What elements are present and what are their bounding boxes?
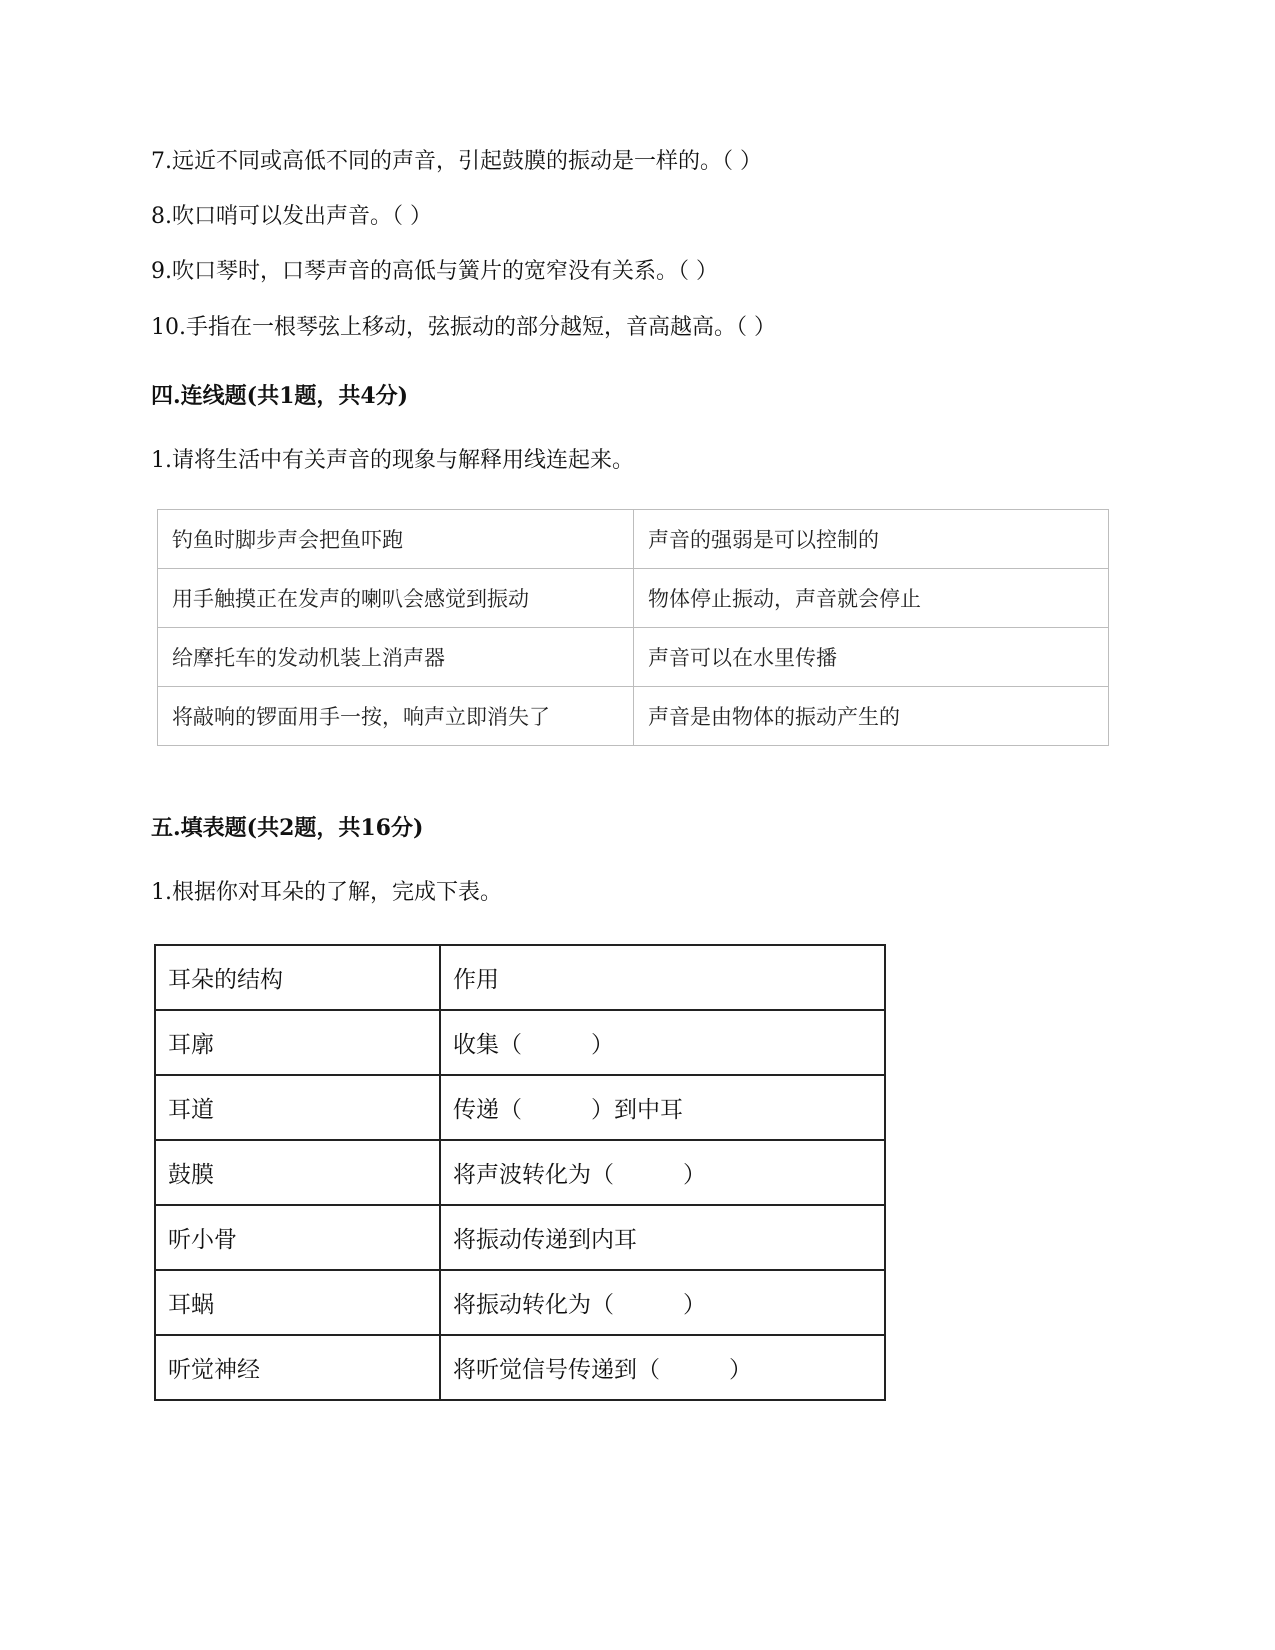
section-4-heading: 四.连线题(共1题，共4分) xyxy=(151,383,409,409)
ear-structure-table xyxy=(154,944,886,1401)
function-cell: 将振动转化为（ ） xyxy=(440,1270,885,1335)
structure-cell: 鼓膜 xyxy=(155,1140,440,1205)
table-row xyxy=(155,1010,885,1075)
section-5-question: 1.根据你对耳朵的了解，完成下表。 xyxy=(151,880,502,905)
table-row xyxy=(155,1075,885,1140)
question-8: 8.吹口哨可以发出声音。（ ） xyxy=(151,204,432,229)
table-row xyxy=(158,628,1109,687)
question-7: 7.远近不同或高低不同的声音，引起鼓膜的振动是一样的。（ ） xyxy=(151,149,762,174)
table-row xyxy=(155,1140,885,1205)
header-function: 作用 xyxy=(440,945,885,1010)
table-row xyxy=(158,510,1109,569)
structure-cell: 听小骨 xyxy=(155,1205,440,1270)
explanation-cell: 物体停止振动，声音就会停止 xyxy=(634,569,1109,628)
phenomenon-cell: 给摩托车的发动机装上消声器 xyxy=(158,628,634,687)
table-row xyxy=(158,687,1109,746)
table-header-row xyxy=(155,945,885,1010)
phenomenon-cell: 钓鱼时脚步声会把鱼吓跑 xyxy=(158,510,634,569)
phenomenon-cell: 用手触摸正在发声的喇叭会感觉到振动 xyxy=(158,569,634,628)
question-9: 9.吹口琴时，口琴声音的高低与簧片的宽窄没有关系。（ ） xyxy=(151,259,718,284)
section-5-heading: 五.填表题(共2题，共16分) xyxy=(151,815,424,841)
header-structure: 耳朵的结构 xyxy=(155,945,440,1010)
structure-cell: 耳廓 xyxy=(155,1010,440,1075)
structure-cell: 耳蜗 xyxy=(155,1270,440,1335)
function-cell: 将声波转化为（ ） xyxy=(440,1140,885,1205)
table-row xyxy=(155,1335,885,1400)
structure-cell: 听觉神经 xyxy=(155,1335,440,1400)
function-cell: 将听觉信号传递到（ ） xyxy=(440,1335,885,1400)
question-10: 10.手指在一根琴弦上移动，弦振动的部分越短，音高越高。（ ） xyxy=(151,315,776,340)
function-cell: 将振动传递到内耳 xyxy=(440,1205,885,1270)
explanation-cell: 声音可以在水里传播 xyxy=(634,628,1109,687)
matching-table xyxy=(157,509,1109,746)
table-row xyxy=(158,569,1109,628)
function-cell: 传递（ ）到中耳 xyxy=(440,1075,885,1140)
explanation-cell: 声音是由物体的振动产生的 xyxy=(634,687,1109,746)
table-row xyxy=(155,1205,885,1270)
table-row xyxy=(155,1270,885,1335)
function-cell: 收集（ ） xyxy=(440,1010,885,1075)
section-4-question: 1.请将生活中有关声音的现象与解释用线连起来。 xyxy=(151,448,634,473)
phenomenon-cell: 将敲响的锣面用手一按，响声立即消失了 xyxy=(158,687,634,746)
explanation-cell: 声音的强弱是可以控制的 xyxy=(634,510,1109,569)
structure-cell: 耳道 xyxy=(155,1075,440,1140)
